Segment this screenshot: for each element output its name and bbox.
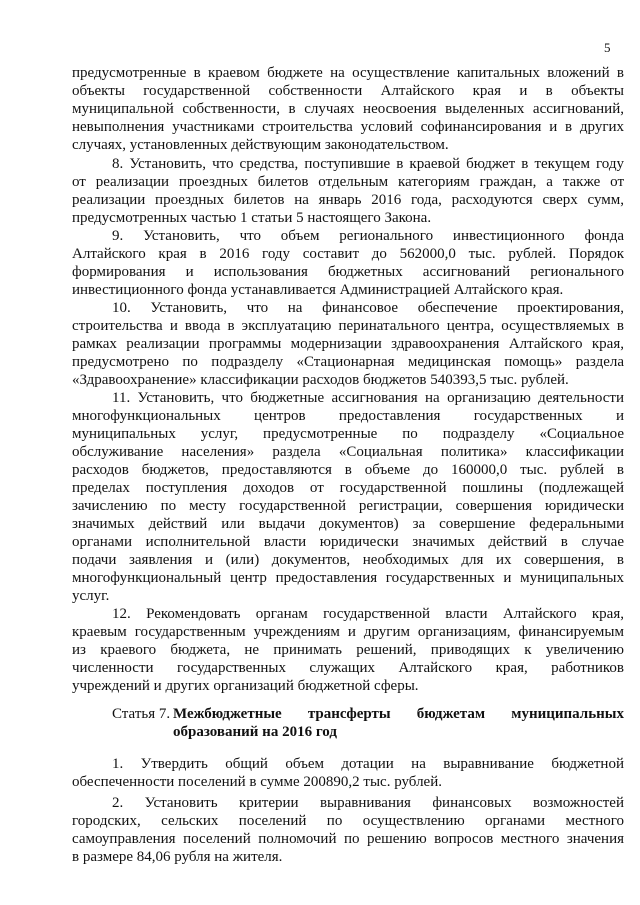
text-line: 12. Рекомендовать органам государственной власти Алтайского края, [112,606,624,622]
text-line: многофункциональных центров предоставления государственных и [72,408,624,424]
text-line: из краевого бюджета, не принимать решений, приводящих к увеличению [72,642,624,658]
text-line: численности государственных служащих Алтайского края, работников [72,660,624,676]
page-number: 5 [604,40,611,55]
text-line: учреждений и других организаций бюджетной сферы. [72,678,419,694]
text-line: предусмотренные в краевом бюджете на осуществление капитальных вложений в [72,65,624,81]
text-line: краевым государственным учреждениям и другим организациям, финансируемым [72,624,624,640]
text-line: 2. Установить критерии выравнивания финансовых возможностей [112,795,624,811]
text-line: случаях, установленных действующим законодательством. [72,137,449,153]
text-line: 11. Установить, что бюджетные ассигнования на организацию деятельности [112,390,624,406]
text-line: предусмотрено по подразделу «Стационарная медицинская помощь» раздела [72,354,624,370]
article-title: Межбюджетные трансферты бюджетам муниципальных [173,706,624,722]
text-line: инвестиционного фонда устанавливается Администрацией Алтайского края. [72,282,564,298]
text-line: органами исполнительной власти юридически значимых действий в случае [72,534,624,550]
text-line: формирования и использования бюджетных ассигнований регионального [72,264,624,280]
text-line: зачислению по месту государственной регистрации, совершения юридически [72,498,624,514]
text-line: 10. Установить, что на финансовое обеспечение проектирования, [112,300,624,316]
article-label: Статья 7. [112,706,171,722]
text-line: муниципальных услуг, предусмотренные по подразделу «Социальное [72,426,624,442]
text-line: обслуживание населения» раздела «Социальная политика» классификации [72,444,624,460]
article-title-continued: образований на 2016 год [173,724,337,740]
text-line: многофункциональный центр предоставления государственных и муниципальных [72,570,624,586]
text-line: муниципальной собственности, в случаях неосвоения выделенных ассигнований, [72,101,624,117]
text-line: объекты государственной собственности Алтайского края и в объекты [72,83,624,99]
text-line: от реализации проездных билетов отдельным категориям граждан, а также от [72,174,624,190]
text-line: пределах поступления доходов от государственной пошлины (подлежащей [72,480,624,496]
text-line: в размере 84,06 рубля на жителя. [72,849,283,865]
text-line: значимых действий или выдачи документов) за совершение федеральными [72,516,624,532]
text-line: рамках реализации программы модернизации здравоохранения Алтайского края, [72,336,624,352]
text-line: строительства и ввода в эксплуатацию перинатального центра, осуществляемых в [72,318,624,334]
text-line: городских, сельских поселений по осуществлению органами местного [72,813,624,829]
text-line: предусмотренных частью 1 статьи 5 настоящего Закона. [72,210,432,226]
text-line: подачи заявления и (или) документов, необходимых для их совершения, в [72,552,624,568]
text-line: 9. Установить, что объем регионального инвестиционного фонда [112,228,624,244]
text-line: услуг. [72,588,110,604]
text-line: 8. Установить, что средства, поступившие в краевой бюджет в текущем году [112,156,624,172]
text-line: невыполнения участниками строительства условий софинансирования и в других [72,119,624,135]
text-line: самоуправления поселений полномочий по решению вопросов местного значения [72,831,624,847]
text-line: «Здравоохранение» классификации расходов бюджетов 540393,5 тыс. рублей. [72,372,569,388]
text-line: расходов бюджетов, предоставляются в объеме до 160000,0 тыс. рублей в [72,462,624,478]
text-line: Алтайского края в 2016 году составит до 562000,0 тыс. рублей. Порядок [72,246,624,262]
text-line: обеспеченности поселений в сумме 200890,2 тыс. рублей. [72,774,442,790]
text-line: 1. Утвердить общий объем дотации на выравнивание бюджетной [112,756,624,772]
text-line: реализации проездных билетов на январь 2016 года, расходуются сверх сумм, [72,192,624,208]
